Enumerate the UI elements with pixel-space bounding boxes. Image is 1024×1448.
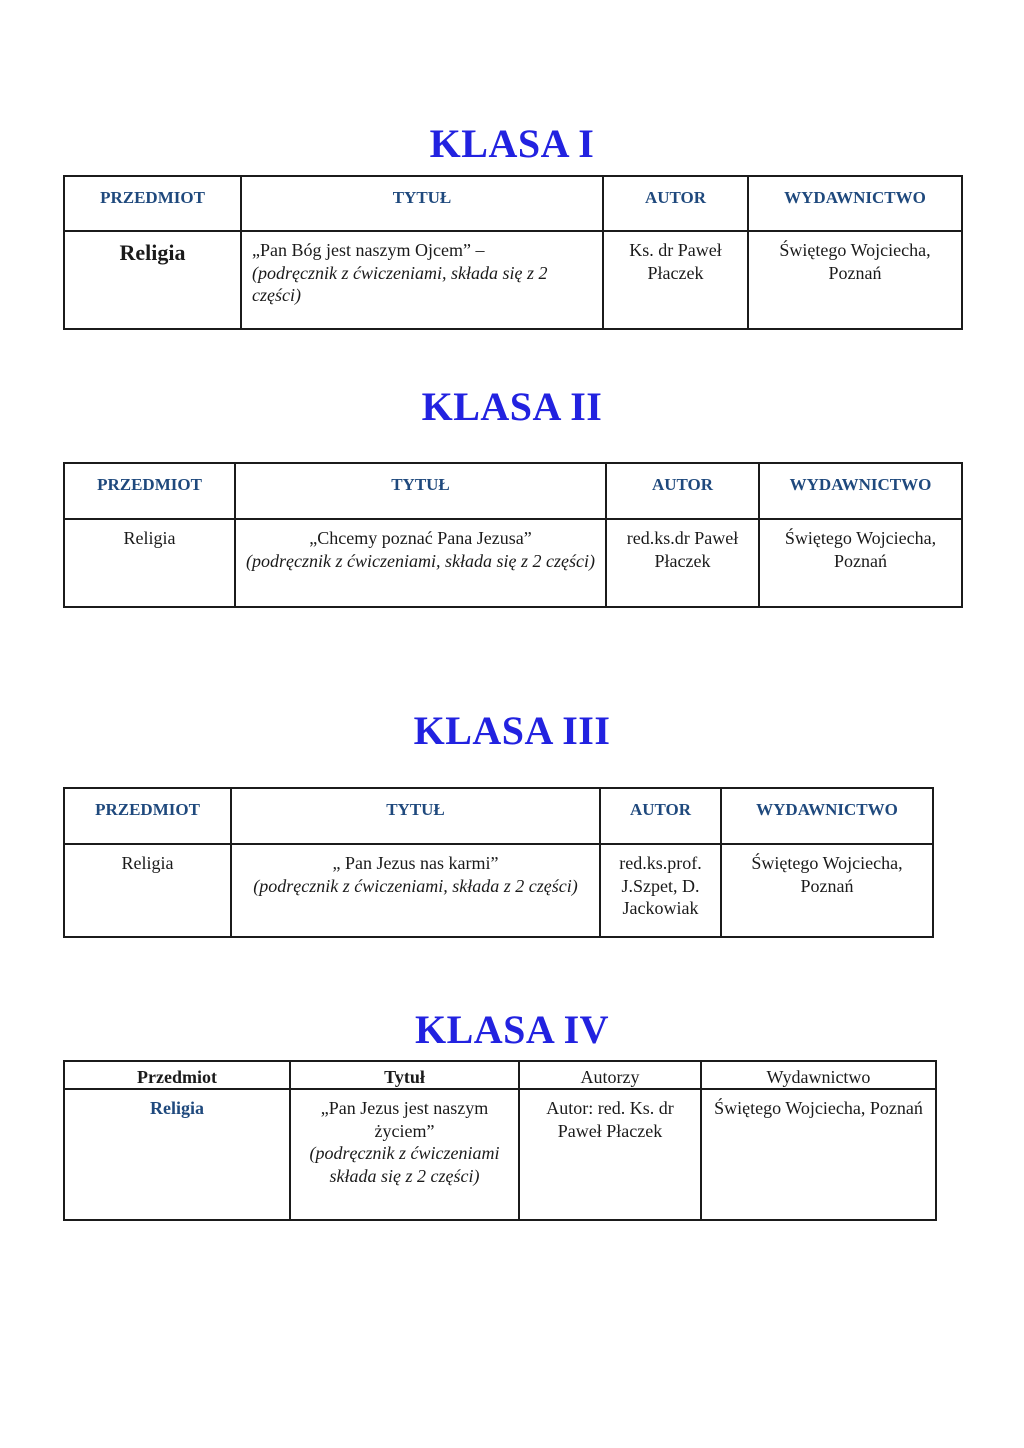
klasa-4-table bbox=[63, 1060, 937, 1221]
subject-cell: Religia bbox=[64, 844, 231, 937]
title-cell bbox=[241, 231, 603, 329]
klasa-1-heading: KLASA I bbox=[429, 121, 595, 166]
title-cell bbox=[235, 519, 606, 607]
column-header-autor: AUTOR bbox=[600, 788, 721, 844]
column-header-autorzy: Autorzy bbox=[519, 1061, 701, 1089]
author-cell: Autor: red. Ks. dr Paweł Płaczek bbox=[519, 1089, 701, 1220]
column-header-wydawnictwo: WYDAWNICTWO bbox=[759, 463, 962, 519]
table-row bbox=[64, 519, 962, 607]
subject-cell: Religia bbox=[64, 519, 235, 607]
column-header-tytul: TYTUŁ bbox=[241, 176, 603, 231]
klasa-3-heading: KLASA III bbox=[413, 708, 611, 753]
table-row bbox=[64, 844, 933, 937]
book-title-note: (podręcznik z ćwiczeniami składa się z 2 części) bbox=[309, 1143, 500, 1186]
book-title: „ Pan Jezus nas karmi” bbox=[332, 853, 499, 873]
column-header-autor: AUTOR bbox=[603, 176, 748, 231]
column-header-wydawnictwo: WYDAWNICTWO bbox=[721, 788, 933, 844]
author-cell: Ks. dr Paweł Płaczek bbox=[603, 231, 748, 329]
book-title-note: (podręcznik z ćwiczeniami, składa się z 2 części) bbox=[252, 262, 548, 305]
book-title: „Pan Jezus jest naszym życiem” bbox=[320, 1098, 489, 1141]
klasa-4-heading: KLASA IV bbox=[414, 1007, 610, 1052]
book-title: „Pan Bóg jest naszym Ojcem” – bbox=[252, 240, 485, 260]
author-cell: red.ks.dr Paweł Płaczek bbox=[606, 519, 759, 607]
klasa-1-table bbox=[63, 175, 963, 330]
publisher-cell: Świętego Wojciecha, Poznań bbox=[701, 1089, 936, 1220]
book-title-note: (podręcznik z ćwiczeniami, składa z 2 części) bbox=[253, 875, 578, 896]
header-row bbox=[64, 788, 933, 844]
column-header-wydawnictwo: WYDAWNICTWO bbox=[748, 176, 962, 231]
column-header-przedmiot: PRZEDMIOT bbox=[64, 788, 231, 844]
subject-cell: Religia bbox=[64, 231, 241, 329]
subject-cell: Religia bbox=[64, 1089, 290, 1220]
klasa-2-heading: KLASA II bbox=[421, 384, 603, 429]
column-header-tytul: TYTUŁ bbox=[231, 788, 600, 844]
header-row bbox=[64, 176, 962, 231]
book-title: „Chcemy poznać Pana Jezusa” bbox=[309, 528, 532, 548]
table-row bbox=[64, 231, 962, 329]
klasa-2-table bbox=[63, 462, 963, 608]
title-cell bbox=[231, 844, 600, 937]
column-header-przedmiot: Przedmiot bbox=[64, 1061, 290, 1089]
column-header-przedmiot: PRZEDMIOT bbox=[64, 176, 241, 231]
publisher-cell: Świętego Wojciecha, Poznań bbox=[748, 231, 962, 329]
title-cell bbox=[290, 1089, 519, 1220]
header-row bbox=[64, 463, 962, 519]
column-header-autor: AUTOR bbox=[606, 463, 759, 519]
column-header-przedmiot: PRZEDMIOT bbox=[64, 463, 235, 519]
klasa-3-table bbox=[63, 787, 934, 938]
header-row bbox=[64, 1061, 936, 1089]
column-header-tytul: TYTUŁ bbox=[235, 463, 606, 519]
table-row bbox=[64, 1089, 936, 1220]
book-title-note: (podręcznik z ćwiczeniami, składa się z 2 części) bbox=[246, 550, 595, 571]
publisher-cell: Świętego Wojciecha, Poznań bbox=[721, 844, 933, 937]
column-header-wydawnictwo: Wydawnictwo bbox=[701, 1061, 936, 1089]
author-cell: red.ks.prof. J.Szpet, D. Jackowiak bbox=[600, 844, 721, 937]
column-header-tytul: Tytuł bbox=[290, 1061, 519, 1089]
publisher-cell: Świętego Wojciecha, Poznań bbox=[759, 519, 962, 607]
